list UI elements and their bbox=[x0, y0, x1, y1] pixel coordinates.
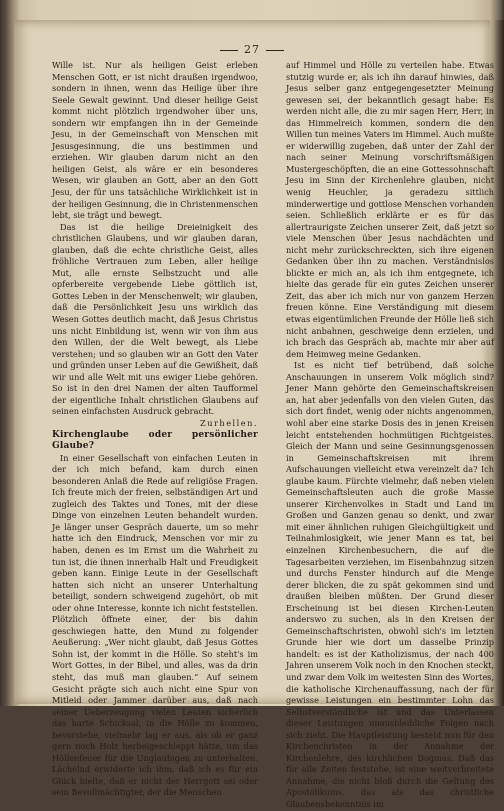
left-column bbox=[52, 60, 258, 798]
article-heading: Kirchenglaube oder persönlicher Glaube? bbox=[52, 429, 258, 452]
left-paragraph: In einer Gesellschaft von einfachen Leuten in der ich mich befand, kam durch einen besonderen Anlaß die Rede auf religiöse Fragen. Ich freute mich der freien, selbständigen Art und zugleich des Taktes und Tones, mit der diese Dinge von einzelnen Leuten behandelt wurden. Je länger unser Gespräch dauerte, um so mehr hatte ich den Eindruck, Menschen vor mir zu haben, denen es im Ernst um die Wahrheit zu tun ist, die ihnen innerhalb Halt und Freudigkeit geben kann. Einige Leute in der Gesellschaft hatten sich nicht an unserer Unterhaltung beteiligt, sondern schweigend zugehört, ob mit oder ohne Interesse, konnte ich nicht feststellen. Plötzlich öffnete einer, der bis dahin geschwiegen hatte, den Mund zu folgender Aeußerung: „Wer nicht glaubt, daß Jesus Gottes Sohn ist, der kommt in die Hölle. So steht's im Wort Gottes, in der Bibel, und alles, was da drin steht, das muß man glauben.“ Auf seinem Gesicht prägte sich auch nicht eine Spur von Mitleid oder Jammer darüber aus, daß nach seiner Ueberzeugung vielen Leuten sicherlich das harte Schicksal, in die Hölle zu kommen, bevorstehe, vielmehr lag er aus, als ob er ganz gern noch Holz herbeigeschleppt hätte, um das Höllenfeuer für die Unglaubigen zu unterhalten. Lächelnd erwiderte ich ihm, daß ich es für ein Glück hielte, daß er nicht der Herrgott sei oder sein Bevollmächtigter, der die Menschen bbox=[52, 452, 258, 798]
right-paragraph: Ist es nicht tief betrübend, daß solche Anschauungen in unserem Volk möglich sind? Jener Mann gehörte den Gemeinschaftskreisen an, hat aber jedenfalls von den vielen Guten, das sich dort findet, wenig oder nichts angenommen, wohl aber eine starke Dosis des in jenen Kreisen leicht entstehenden hochmütigen Richtgeistes. Gleich der Mann und seine Gesinnungsgenossen in Gemeinschaftskreisen mit ihrem Aufschauungen vielleicht etwa vereinzelt da? Ich glaube kaum. Fürchte vielmehr, daß neben vielen Gemeinschaftsleuten auch die große Masse unserer Kirchenvolkes in Stadt und Land im Großen und Ganzen genau so denkt, und zwar mit einer ähnlichen ruhigen Gleichgültigkeit und Teilnahmlosigkeit, wie jener Mann es tat, bei einzelnen Kirchenbesuchern, die auf die Tagesarbeiten verziehen, im Eisenbahnzug sitzen und durchs Fenster hindurch auf die Menge derer blicken, die zu spät gekommen sind und draußen bleiben müßten. Der Grund dieser Erscheinung ist bei diesen Kirchen-Leuten anderswo zu suchen, als in den Kreisen der Gemeinschaftschristen, obwohl sich's im letzten Grunde hier wie dort um dasselbe Prinzip handelt: es ist der Katholizismus, der nach 400 Jahren unserem Volk noch in den Knochen steckt, und zwar dem Volk im weitesten Sinn des Wortes, die katholische Kirchenauffassung, nach der für gewisse Leistungen ein bestimmter Lohn das Selbstverständliche ist und das Unterlassen dieser Leistungen unausbleibliche Folgen nach sich zieht. Die Hauptleistung besteht nun für den Kirchenchristen in der Annahme der Kirchenlehre, des kirchlichen Dogmas. Daß das für alle Zeiten feststehe, ist eine weitverbreitete Annahme, die nicht bloß durch die Geltung des Apostolikums, das als das christliche Glaubensbekenntnis im bbox=[286, 360, 494, 809]
page-number-text: 27 bbox=[244, 43, 260, 56]
author-signature: Zurhellen. bbox=[200, 417, 258, 428]
left-paragraph: Das ist die heilige Dreieinigkeit des christlichen Glaubens, und wir glauben daran, glauben, daß die echte christliche Geist, alles fröhliche Vertrauen zum Leben, aller heilige Mut, alle ernste Selbstzucht und alle opferbereite vergebende Liebe göttlich ist, Gottes Leben in der Menschenwelt; wir glauben, daß die Persönlichkeit Jesu uns wirklich das Wesen Gottes deutlich macht, daß Jesus Christus uns nicht Einbildung ist, wenn wir von ihm aus den Willen, der die Welt bewegt, als Liebe verstehen; und so glauben wir an Gott den Vater und gründen unser Leben auf die Gewißheit, daß wir und alle Welt mit uns ewiger Liebe gehören. So ist in den drei Namen der alten Taufformel der eigentliche Inhalt christlichen Glaubens auf seinen einfachsten Ausdruck gebracht. bbox=[52, 221, 258, 417]
book-edge-shadow bbox=[494, 20, 504, 706]
page-number bbox=[0, 43, 504, 56]
left-paragraph: Wille ist. Nur als heiligen Geist erleben Menschen Gott, er ist nicht draußen irgendwoo, sondern in ihnen, wenn das Heilige über ihre Seele Gewalt gewinnt. Und dieser heilige Geist kommt nicht plötzlich irgendwoher über uns, sondern wir empfangen ihn in der Gemeinde Jesu, in der Gemeinschaft von Menschen mit Jesusgesinnung, die uns bestimmen und erziehen. Wir glauben darum nicht an den heiligen Geist, als wäre er ein besonderes Wesen, wir glauben an Gott, aber an den Gott Jesu, der für uns tatsächliche Wirklichkeit ist in der heiligen Gesinnung, die in Christenmenschen lebt, sie trägt und bewegt. bbox=[52, 60, 258, 221]
page-number-dash-left bbox=[220, 50, 238, 51]
page-number-dash-right bbox=[266, 50, 284, 51]
right-column bbox=[286, 60, 494, 809]
right-paragraph: auf Himmel und Hölle zu verteilen habe. Etwas stutzig wurde er, als ich ihn darauf hinwies, daß Jesus selber ganz entgegengesetzter Meinung gewesen sei, der bekanntlich gesagt habe: Es werden nicht alle, die zu mir sagen Herr, Herr, in das Himmelreich kommen, sondern die den Willen tun meines Vaters im Himmel. Auch mußte er widerwillig zugeben, daß unter der Zahl der nach seiner Meinung vorschriftsmäßigen Mustergeschöpften, die an eine Gottessohnschaft Jesu im Sinn der Kirchenlehre glauben, nicht wenig Heuchler, ja geradezu sittlich minderwertige und gottlose Menschen vorhanden seien. Schließlich erklärte er es für das allertraurigste Zeichen unserer Zeit, daß jetzt so viele Menschen über Jesus nachdächten und nicht mehr zurückschreckten, sich ihre eigenen Gedanken über ihn zu machen. Verständnislos blickte er mich an, als ich ihm entgegnete, ich hielte das gerade für ein gutes Zeichen unserer Zeit, das aber ich mich nur von ganzem Herzen freuen könne. Eine Verständigung mit diesem etwas eigentümlichen Freunde der Hölle ließ sich nicht anbahnen, geschweige denn erzielen, und ich brach das Gespräch ab, machte mir aber auf dem Heimweg meine Gedanken. bbox=[286, 60, 494, 359]
